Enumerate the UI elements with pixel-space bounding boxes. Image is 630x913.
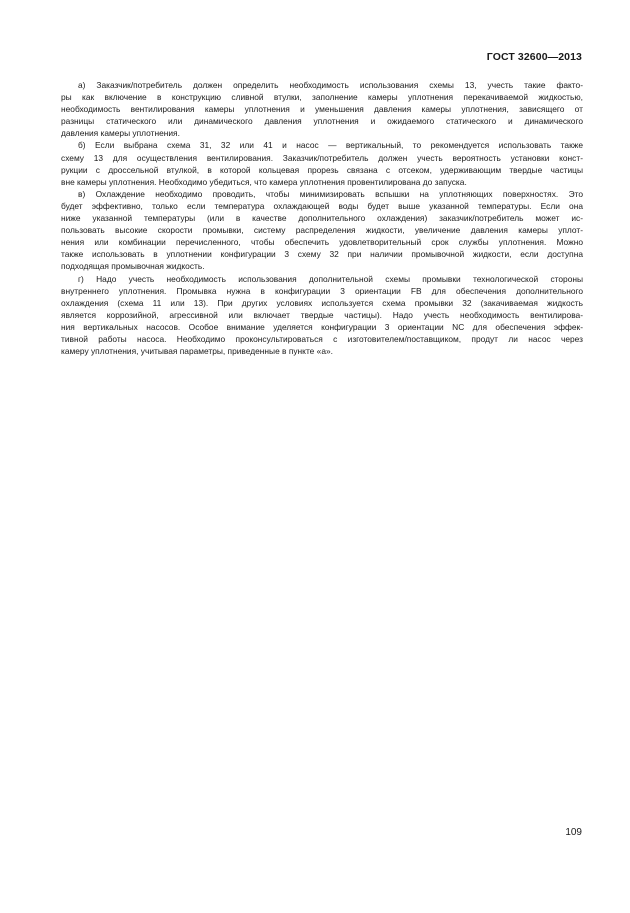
text-line: охлаждения (схема 11 или 13). При других условиях используется схема промывки 32 (закачиваемая жидкость [61,297,583,308]
text-line: разницы статического или динамического давления уплотнения и ожидаемого статического и динамического [61,116,583,127]
text-line: ния вертикальных насосов. Особое внимание уделяется конфигурации 3 ориентации NC для обеспечения эффек- [61,321,583,332]
text-line: ниже указанной температуры (или в качестве дополнительного охлаждения) заказчик/потребитель может ис- [61,213,583,224]
page-number: 109 [565,827,582,838]
paragraph-b [61,139,583,187]
text-line: камеру уплотнения, учитывая параметры, приведенные в пункте «а». [61,346,333,357]
paragraph-a [61,79,583,139]
paragraph-g [61,273,583,358]
text-line: будет эффективно, только если температура охлаждающей воды будет выше указанной температуры. Если она [61,200,583,211]
text-line: является коррозийной, агрессивной или включает твердые частицы). Надо учесть необходимость вентилирова- [61,309,583,320]
text-line: пользовать высокие скорости промывки, систему распределения жидкости, увеличение давления камеры уплот- [61,225,583,236]
text-line: г) Надо учесть необходимость использования дополнительной схемы промывки технологической стороны [78,273,583,284]
text-line: в) Охлаждение необходимо проводить, чтобы минимизировать вспышки на уплотняющих поверхностях. Это [78,188,583,199]
text-line: тивной работы насоса. Необходимо проконсультироваться с изготовителем/поставщиком, продут ли насос через [61,333,583,344]
text-line: ры как включение в конструкцию сливной втулки, заполнение камеры уплотнения перекачиваемой жидкостью, [61,92,583,103]
text-line: необходимость вентилирования камеры уплотнения и уменьшения давления камеры уплотнения, зависящего от [61,104,583,115]
text-line: внутреннего уплотнения. Промывка нужна в конфигурации 3 ориентации FB для обеспечения дополнительного [61,285,583,296]
text-line: давления камеры уплотнения. [61,128,180,139]
text-line: нения или комбинации перечисленного, чтобы обеспечить удовлетворительный срок службы уплотнения. Можно [61,237,583,248]
document-body [61,79,583,357]
text-line: рукции с дроссельной втулкой, в которой кольцевая прорезь связана с отсеком, удерживающим твердые частицы [61,164,583,175]
text-line: вне камеры уплотнения. Необходимо убедиться, что камера уплотнения провентилирована до запуска. [61,176,467,187]
text-line: подходящая промывочная жидкость. [61,261,205,272]
paragraph-v [61,188,583,273]
text-line: а) Заказчик/потребитель должен определить необходимость использования схемы 13, учесть такие факто- [78,80,583,90]
text-line: также использовать в уплотнении конфигурации 3 схему 32 при наличии промывочной жидкости, если доступна [61,249,583,260]
standard-designation: ГОСТ 32600—2013 [486,51,582,63]
text-line: б) Если выбрана схема 31, 32 или 41 и насос — вертикальный, то рекомендуется использовать также [78,140,583,151]
text-line: схему 13 для осуществления вентилирования. Заказчик/потребитель должен учесть вероятность установки конст- [61,152,583,163]
